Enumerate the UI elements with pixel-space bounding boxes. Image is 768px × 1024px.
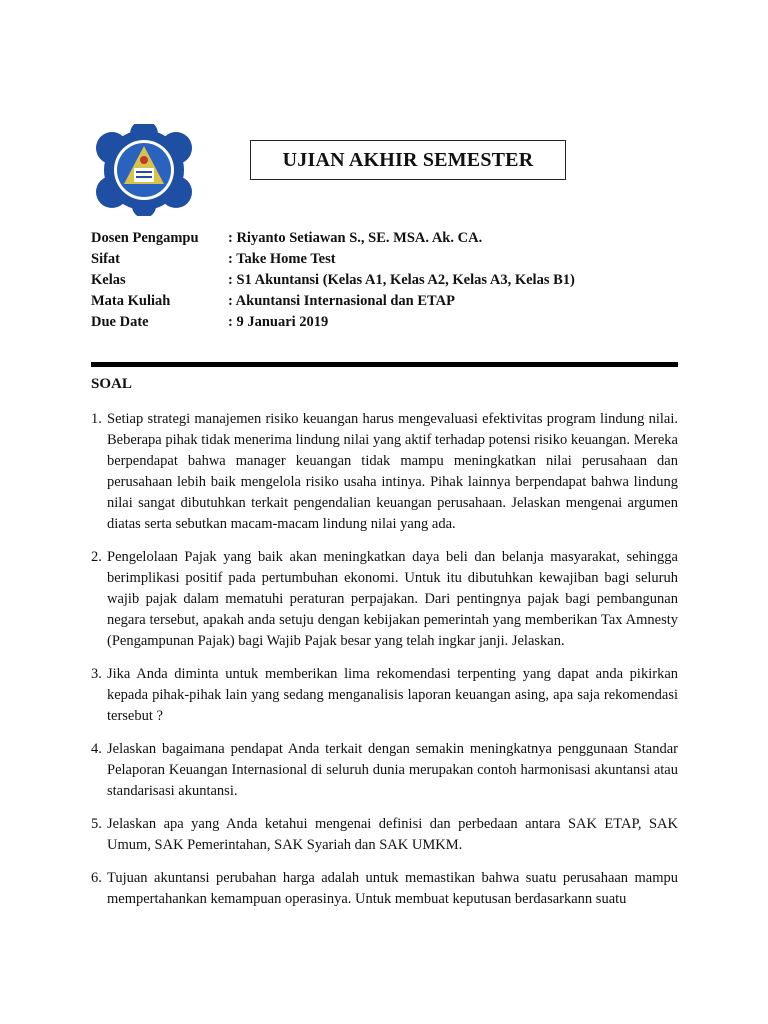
question-item: [91, 739, 678, 802]
question-text: Tujuan akuntansi perubahan harga adalah untuk memastikan bahwa suatu perusahaan mampu mempertahankan kemampuan operasinya. Untuk membuat keputusan berdasarkann suatu: [107, 870, 678, 907]
question-item: [91, 664, 678, 727]
info-label: Due Date: [91, 314, 149, 330]
info-value: : Take Home Test: [228, 251, 336, 267]
info-row-type: [91, 249, 575, 270]
course-info: [91, 228, 575, 333]
university-logo: [90, 124, 198, 216]
info-label: Sifat: [91, 251, 120, 267]
info-value: : S1 Akuntansi (Kelas A1, Kelas A2, Kelas A3, Kelas B1): [228, 272, 575, 288]
info-label: Dosen Pengampu: [91, 230, 199, 246]
question-number: 3.: [91, 666, 102, 682]
info-row-course: [91, 291, 575, 312]
question-list: [91, 409, 678, 922]
question-item: [91, 814, 678, 856]
info-row-class: [91, 270, 575, 291]
question-item: [91, 409, 678, 535]
question-text: Jelaskan apa yang Anda ketahui mengenai definisi dan perbedaan antara SAK ETAP, SAK Umum, SAK Pemerintahan, SAK Syariah dan SAK UMKM.: [107, 816, 678, 853]
info-label: Mata Kuliah: [91, 293, 171, 309]
question-text: Setiap strategi manajemen risiko keuangan harus mengevaluasi efektivitas program lindung nilai. Beberapa pihak tidak menerima lindung nilai yang aktif terhadap potensi risiko keuangan. Mereka berpendapat bahwa manager keuangan tidak mampu meningkatkan nilai perusahaan dan perusahaan lebih baik mengelola risiko usaha intinya. Pihak lainnya berpendapat bahwa lindung nilai sangat dibutuhkan terkait pengendalian keuangan perusahaan. Jelaskan mengenai argumen diatas serta sebutkan macam-macam lindung nilai yang ada.: [107, 411, 678, 532]
page-title: UJIAN AKHIR SEMESTER: [250, 140, 566, 180]
question-number: 5.: [91, 816, 102, 832]
question-number: 2.: [91, 549, 102, 565]
question-text: Jelaskan bagaimana pendapat Anda terkait dengan semakin meningkatnya penggunaan Standar Pelaporan Keuangan Internasional di seluruh dunia merupakan contoh harmonisasi akuntansi atau standarisasi akuntansi.: [107, 741, 678, 799]
question-number: 1.: [91, 411, 102, 427]
question-item: [91, 547, 678, 652]
question-text: Pengelolaan Pajak yang baik akan meningkatkan daya beli dan belanja masyarakat, sehingga berimplikasi positif pada pertumbuhan ekonomi. Untuk itu dibutuhkan kewajiban bagi seluruh wajib pajak dalam mematuhi peraturan perpajakan. Dari pentingnya pajak bagi pembangunan negara tersebut, apakah anda setuju dengan kebijakan pemerintah yang memberikan Tax Amnesty (Pengampunan Pajak) bagi Wajib Pajak besar yang telah ingkar janji. Jelaskan.: [107, 549, 678, 649]
info-row-lecturer: [91, 228, 575, 249]
question-text: Jika Anda diminta untuk memberikan lima rekomendasi terpenting yang dapat anda pikirkan kepada pihak-pihak lain yang sedang menganalisis laporan keuangan asing, apa saja rekomendasi tersebut ?: [107, 666, 678, 724]
info-value: : 9 Januari 2019: [228, 314, 329, 330]
soal-heading: SOAL: [91, 376, 132, 392]
question-item: [91, 868, 678, 910]
info-label: Kelas: [91, 272, 126, 288]
info-value: : Riyanto Setiawan S., SE. MSA. Ak. CA.: [228, 230, 483, 246]
question-number: 6.: [91, 870, 102, 886]
section-divider: [91, 362, 678, 367]
info-row-due-date: [91, 312, 575, 333]
info-value: : Akuntansi Internasional dan ETAP: [228, 293, 455, 309]
question-number: 4.: [91, 741, 102, 757]
